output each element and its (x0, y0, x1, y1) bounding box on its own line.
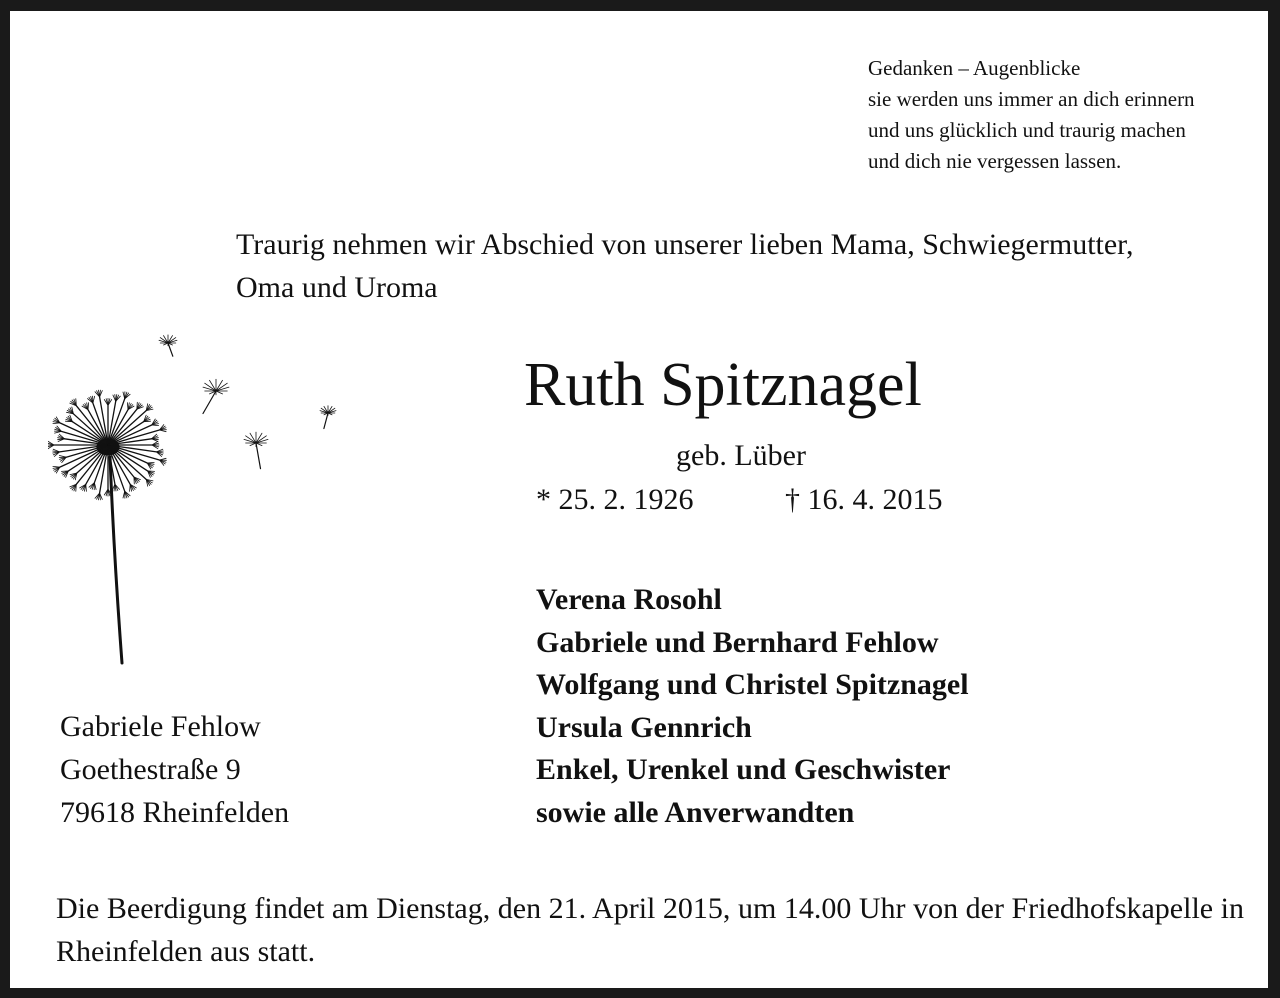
mourner-name: Ursula Gennrich (536, 710, 752, 744)
poem-line: und dich nie vergessen lassen. (868, 149, 1122, 173)
mourners-list (536, 579, 969, 834)
poem-line: und uns glücklich und traurig machen (868, 118, 1186, 142)
intro-line: Oma und Uroma (236, 271, 438, 304)
dandelion-icon (48, 327, 348, 672)
death-date: † 16. 4. 2015 (785, 483, 943, 516)
mourner-name: Verena Rosohl (536, 583, 722, 616)
contact-address (60, 705, 289, 834)
mourner-name: Enkel, Urenkel und Geschwister (536, 753, 951, 786)
funeral-announcement: Die Beerdigung findet am Dienstag, den 21. April 2015, um 14.00 Uhr von der Friedhofskapelle in Rheinfelden aus statt. (56, 892, 1244, 968)
mourner-name: Wolfgang und Christel Spitznagel (536, 668, 969, 701)
intro-text (236, 223, 1256, 309)
intro-line: Traurig nehmen wir Abschied von unserer lieben Mama, Schwiegermutter, (236, 228, 1134, 261)
poem-line: Gedanken – Augenblicke (868, 56, 1081, 80)
address-line: Goethestraße 9 (60, 753, 241, 786)
deceased-name: Ruth Spitznagel (524, 351, 922, 419)
mourner-name: sowie alle Anverwandten (536, 795, 855, 829)
mourner-name: Gabriele und Bernhard Fehlow (536, 625, 939, 659)
poem-line: sie werden uns immer an dich erinnern (868, 87, 1195, 111)
poem-block (868, 53, 1268, 177)
birth-date: * 25. 2. 1926 (536, 483, 694, 516)
address-line: Gabriele Fehlow (60, 710, 261, 743)
maiden-name: geb. Lüber (676, 439, 806, 472)
address-line: 79618 Rheinfelden (60, 796, 290, 829)
